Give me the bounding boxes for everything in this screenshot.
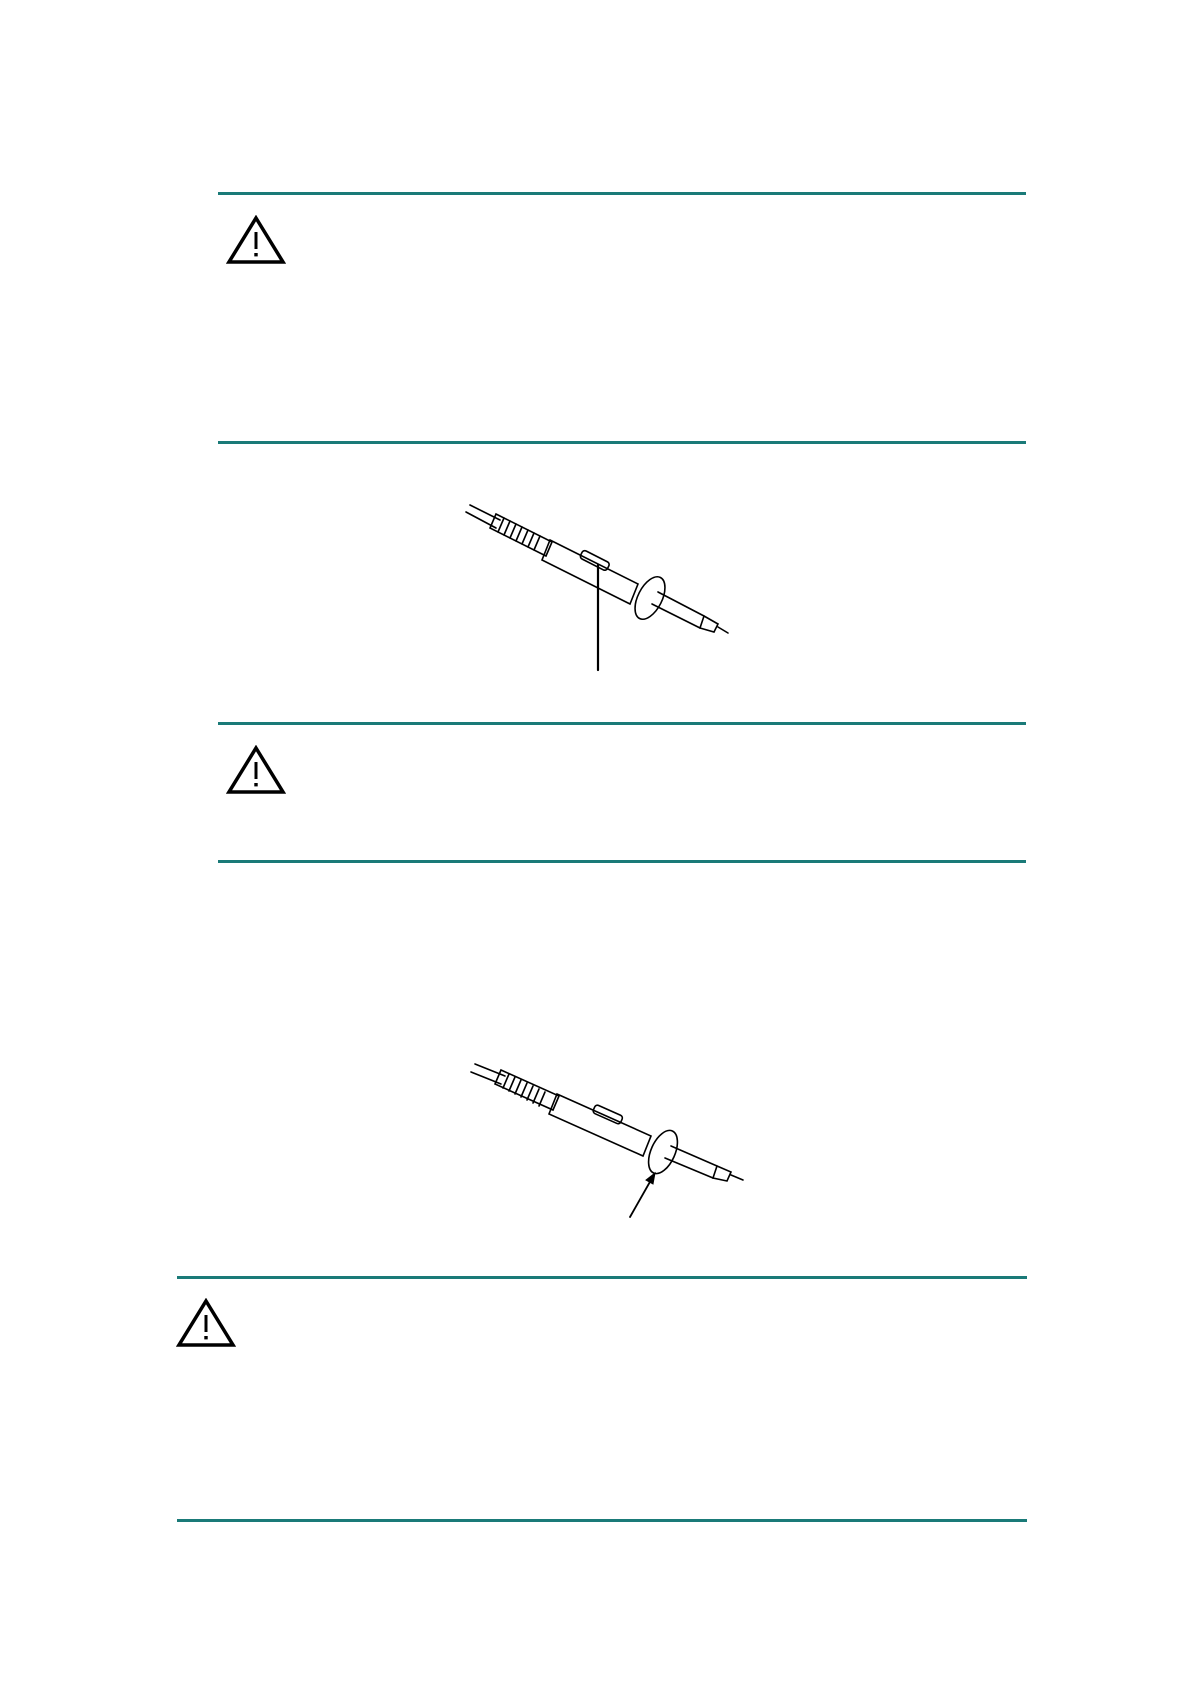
warning-3-bottom-rule [177,1519,1027,1522]
warning-2-bottom-rule [218,860,1026,863]
warning-triangle-icon [176,1298,236,1353]
warning-3-top-rule [177,1276,1027,1279]
warning-triangle-icon [226,215,286,270]
warning-2-top-rule [218,722,1026,725]
warning-1-bottom-rule [218,441,1026,444]
probe-figure-1 [460,500,730,680]
warning-1-top-rule [218,192,1026,195]
probe-figure-2 [465,1052,745,1227]
warning-triangle-icon [226,745,286,800]
